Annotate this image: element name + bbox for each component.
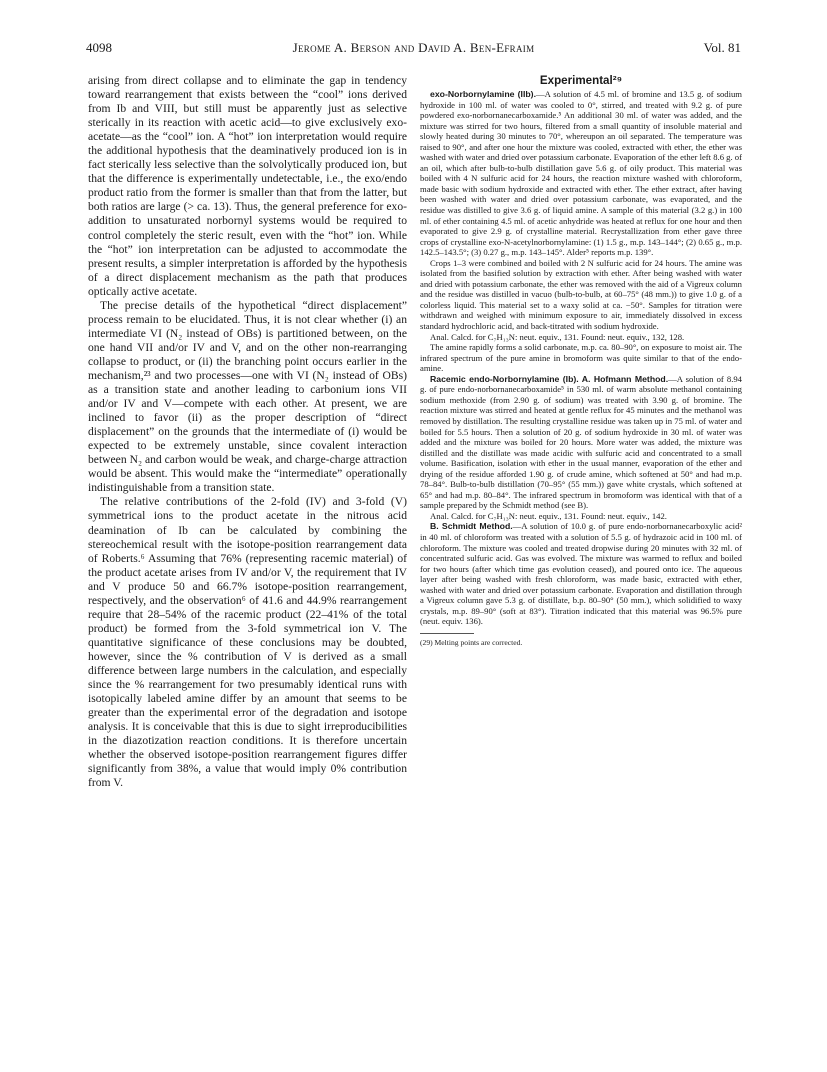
- experimental-paragraph: [420, 258, 742, 332]
- paragraph-text: Anal. Calcd. for C₇H₁₃N: neut. equiv., 131. Found: neut. equiv., 132, 128.: [430, 331, 685, 342]
- paragraph-text: —A solution of 8.94 g. of pure endo-norbornanecarboxamide⁵ in 530 ml. of warm absolute methanol containing sodium methoxide (from 2.90 g. of sodium) was treated with 3.90 g. of bromine. The reaction mixture was stirred and heated at gentle reflux for 45 minutes and the methanol was removed by distillation. The resulting crystalline residue was taken up in 75 ml. of water and boiled for 5.5 hours. Then a solution of 20 g. of sodium hydroxide in 30 ml. of water was added and the mixture was boiled for 20 hours. More water was added, the mixture was distilled and the distillate was made acidic with sulfuric acid and concentrated to a small volume. Basification, isolation with ether in the usual manner, evaporation of the ether and drying of the residue afforded 1.90 g. of crude amine, which softened at 50° and had m.p. 78–84°. Bulb-to-bulb distillation (70–95° (55 mm.)) gave white crystals, which softened at 65° and had m.p. 80–84°. The infrared spectrum in bromoform was identical with that of a sample prepared by the Schmidt method (see B).: [420, 373, 742, 511]
- footnote: (29) Melting points are corrected.: [420, 637, 523, 647]
- volume-label: Vol. 81: [703, 40, 741, 55]
- paragraph: The relative contributions of the 2-fold (IV) and 3-fold (V) symmetrical ions to the product acetate in the nitrous acid deamination of Ib can be calculated by combining the stereochemical result with the isotope-position rearrangement data of Roberts.⁶ Assuming that 76% (representing racemic material) of the product acetate arises from IV and/or V, the requirement that IV and V produce 50 and 66.7% isotope-position rearrangement, respectively, and the observation⁶ of 41.6 and 44.9% rearrangement require that 28–54% of the racemic product (22–41% of the total product) be formed from the 3-fold symmetrical ion V. The quantitative significance of these conclusions may be doubted, however, since the % contribution of V is derived as a small difference between large numbers in the calculation, and especially since the % rearrangement for two presumably identical runs with isotopically labeled amine differ by an amount that seems to be greater than the experimental error of the degradation and isotope analysis. It is conceivable that this is due to sight irreproducibilities in the diazotization reaction conditions. It is therefore uncertain whether the observed isotope-position rearrangement figures differ significantly from 38%, a value that would imply 0% contribution from V.: [88, 495, 407, 790]
- method-heading: B. Schmidt Method.: [430, 521, 513, 532]
- paragraph-text: —A solution of 4.5 ml. of bromine and 13.5 g. of sodium hydroxide in 100 ml. of water was cooled to 0°, stirred, and treated with 9.2 g. of pure powdered exo-norbornanecarboxamide.⁵ An additional 30 ml. of water was added, and the mixture was stirred for two hours, filtered from a small quantity of insoluble material and slowly heated during 30 minutes to 70°, whereupon an oil separated. The temperature was raised to 90°, and after one hour the mixture was cooled, extracted with ether, the ether was washed with water and dried over potassium carbonate. Evaporation of the ether left 8.6 g. of an oil, which after bulb-to-bulb distillation gave 5.6 g. of oily product. This material was boiled with 4 N sulfuric acid for 24 hours, the reaction mixture washed with chloroform, made basic with sodium hydroxide and extracted with ether. The ether extract, after having been washed with water and dried over potassium carbonate, was evaporated, and the residue was distilled to give 3.6 g. of liquid amine. A sample of this material (3.2 g.) in 100 ml. of ether containing 4.5 ml. of acetic anhydride was heated at reflux for one hour and then evaporated to give 2.9 g. of crystalline material. Recrystallization from ether gave three crops of crystalline exo-N-acetylnorbornylamine: (1) 1.5 g., m.p. 143–144°; (2) 0.65 g., m.p. 142.5–143.5°; (3) 0.27 g., m.p. 143–145°. Alder⁵ reports m.p. 139°.: [420, 89, 742, 258]
- paragraph-text: Crops 1–3 were combined and boiled with 2 N sulfuric acid for 24 hours. The amine was isolated from the basified solution by extraction with ether. After being washed with water and dried with potassium carbonate, the ether was removed with the aid of a Vigreux column and the residue was distilled in vacuo (bulb-to-bulb, at 60–75° (48 mm.)) to give 1.0 g. of a colorless liquid. This material set to a waxy solid at ca. −50°. Samples for titration were withdrawn and weighed with minimum exposure to air, immediately dissolved in excess standard hydrochloric acid, and back-titrated with sodium hydroxide.: [420, 257, 742, 332]
- section-title: Experimental²⁹: [539, 74, 623, 87]
- analysis-line: [420, 332, 742, 343]
- right-column: [420, 74, 742, 648]
- paragraph: The precise details of the hypothetical “direct displacement” process remain to be elucidated. Thus, it is not clear whether (i) an intermediate VI (N₂ instead of OBs) is partitioned between, on the one hand VII and/or IV and V, and on the other non-rearranging collapse to product, or (ii) the branching point occurs earlier in the mechanism,²³ and two processes—one with VI (N₂ instead of OBs) as a transition state and another leading to carbonium ions VII and/or IV and V—compete with each other. At present, we are inclined to favor (ii) as the proper description of “direct displacement” on the grounds that the intermediate of (i) would be expected to be extremely unstable, since covalent interaction between N₂ and carbon would be weak, and charge-charge attraction would be absent. This would make the “intermediate” operationally indistinguishable from a transition state.: [88, 298, 407, 495]
- experimental-paragraph: [420, 342, 742, 374]
- experimental-paragraph: [420, 374, 742, 511]
- page-number: 4098: [86, 40, 112, 55]
- paragraph: arising from direct collapse and to eliminate the gap in tendency toward rearrangement that exists between the “cool” ions derived from Ib and VIII, but still must be apparently just as selective sterically in its reaction with acetic acid—to give exclusively exo-acetate—as the “cool” ion. A “hot” ion interpretation would require the additional hypothesis that the deaminatively produced ion is in fact sterically less selective than the solvolytically produced ion, but that the difference is experimentally undetectable, i.e., the exo/endo product ratio from the former is smaller than that from the latter, but both ratios are large (> ca. 13). Thus, the general preference for exo-addition to unsaturated norbornyl systems would be required to control completely the steric result, even with the “hot” ion. While the “hot” ion interpretation can be adjusted to accommodate the present results, a simpler interpretation is afforded by the hypothesis of a direct displacement mechanism as the path that produces optically active acetate.: [88, 74, 407, 298]
- experimental-paragraph: [420, 521, 742, 626]
- experimental-paragraph: [420, 89, 742, 258]
- paragraph-text: The amine rapidly forms a solid carbonate, m.p. ca. 80–90°, on exposure to moist air. The infrared spectrum of the pure amine in bromoform was quite similar to that of the endo-amine.: [420, 342, 742, 374]
- left-column: [88, 74, 407, 790]
- running-title: Jerome A. Berson and David A. Ben-Efraim: [292, 40, 535, 55]
- compound-heading: Racemic endo-Norbornylamine (Ib). A. Hofmann Method.: [430, 373, 669, 384]
- analysis-line: [420, 511, 742, 522]
- paragraph-text: Anal. Calcd. for C₇H₁₃N: neut. equiv., 131. Found: neut. equiv., 142.: [430, 510, 667, 521]
- running-header: [86, 40, 741, 56]
- compound-heading: exo-Norbornylamine (IIb).: [430, 89, 536, 99]
- paragraph-text: —A solution of 10.0 g. of pure endo-norbornanecarboxylic acid² in 40 ml. of chloroform was treated with a solution of 5.5 g. of hydrazoic acid in 100 ml. of chloroform. The mixture was cooled and treated dropwise during 20 minutes with 32 ml. of concentrated sulfuric acid. Gas was evolved. The mixture was warmed to reflux and boiled for two hours (after which time gas evolution ceased), and poured onto ice. The aqueous layer after being washed with fresh chloroform, was made basic, extracted with ether, washed with water and dried over potassium carbonate. Evaporation and distillation through a Vigreux column gave 5.3 g. of distillate, b.p. 80–90° (50 mm.), which solidified to waxy crystals, m.p. 89–90° (soft at 83°). Titration indicated that this material was 96.5% pure (neut. equiv. 136).: [420, 521, 742, 627]
- footnote-rule: [420, 633, 474, 634]
